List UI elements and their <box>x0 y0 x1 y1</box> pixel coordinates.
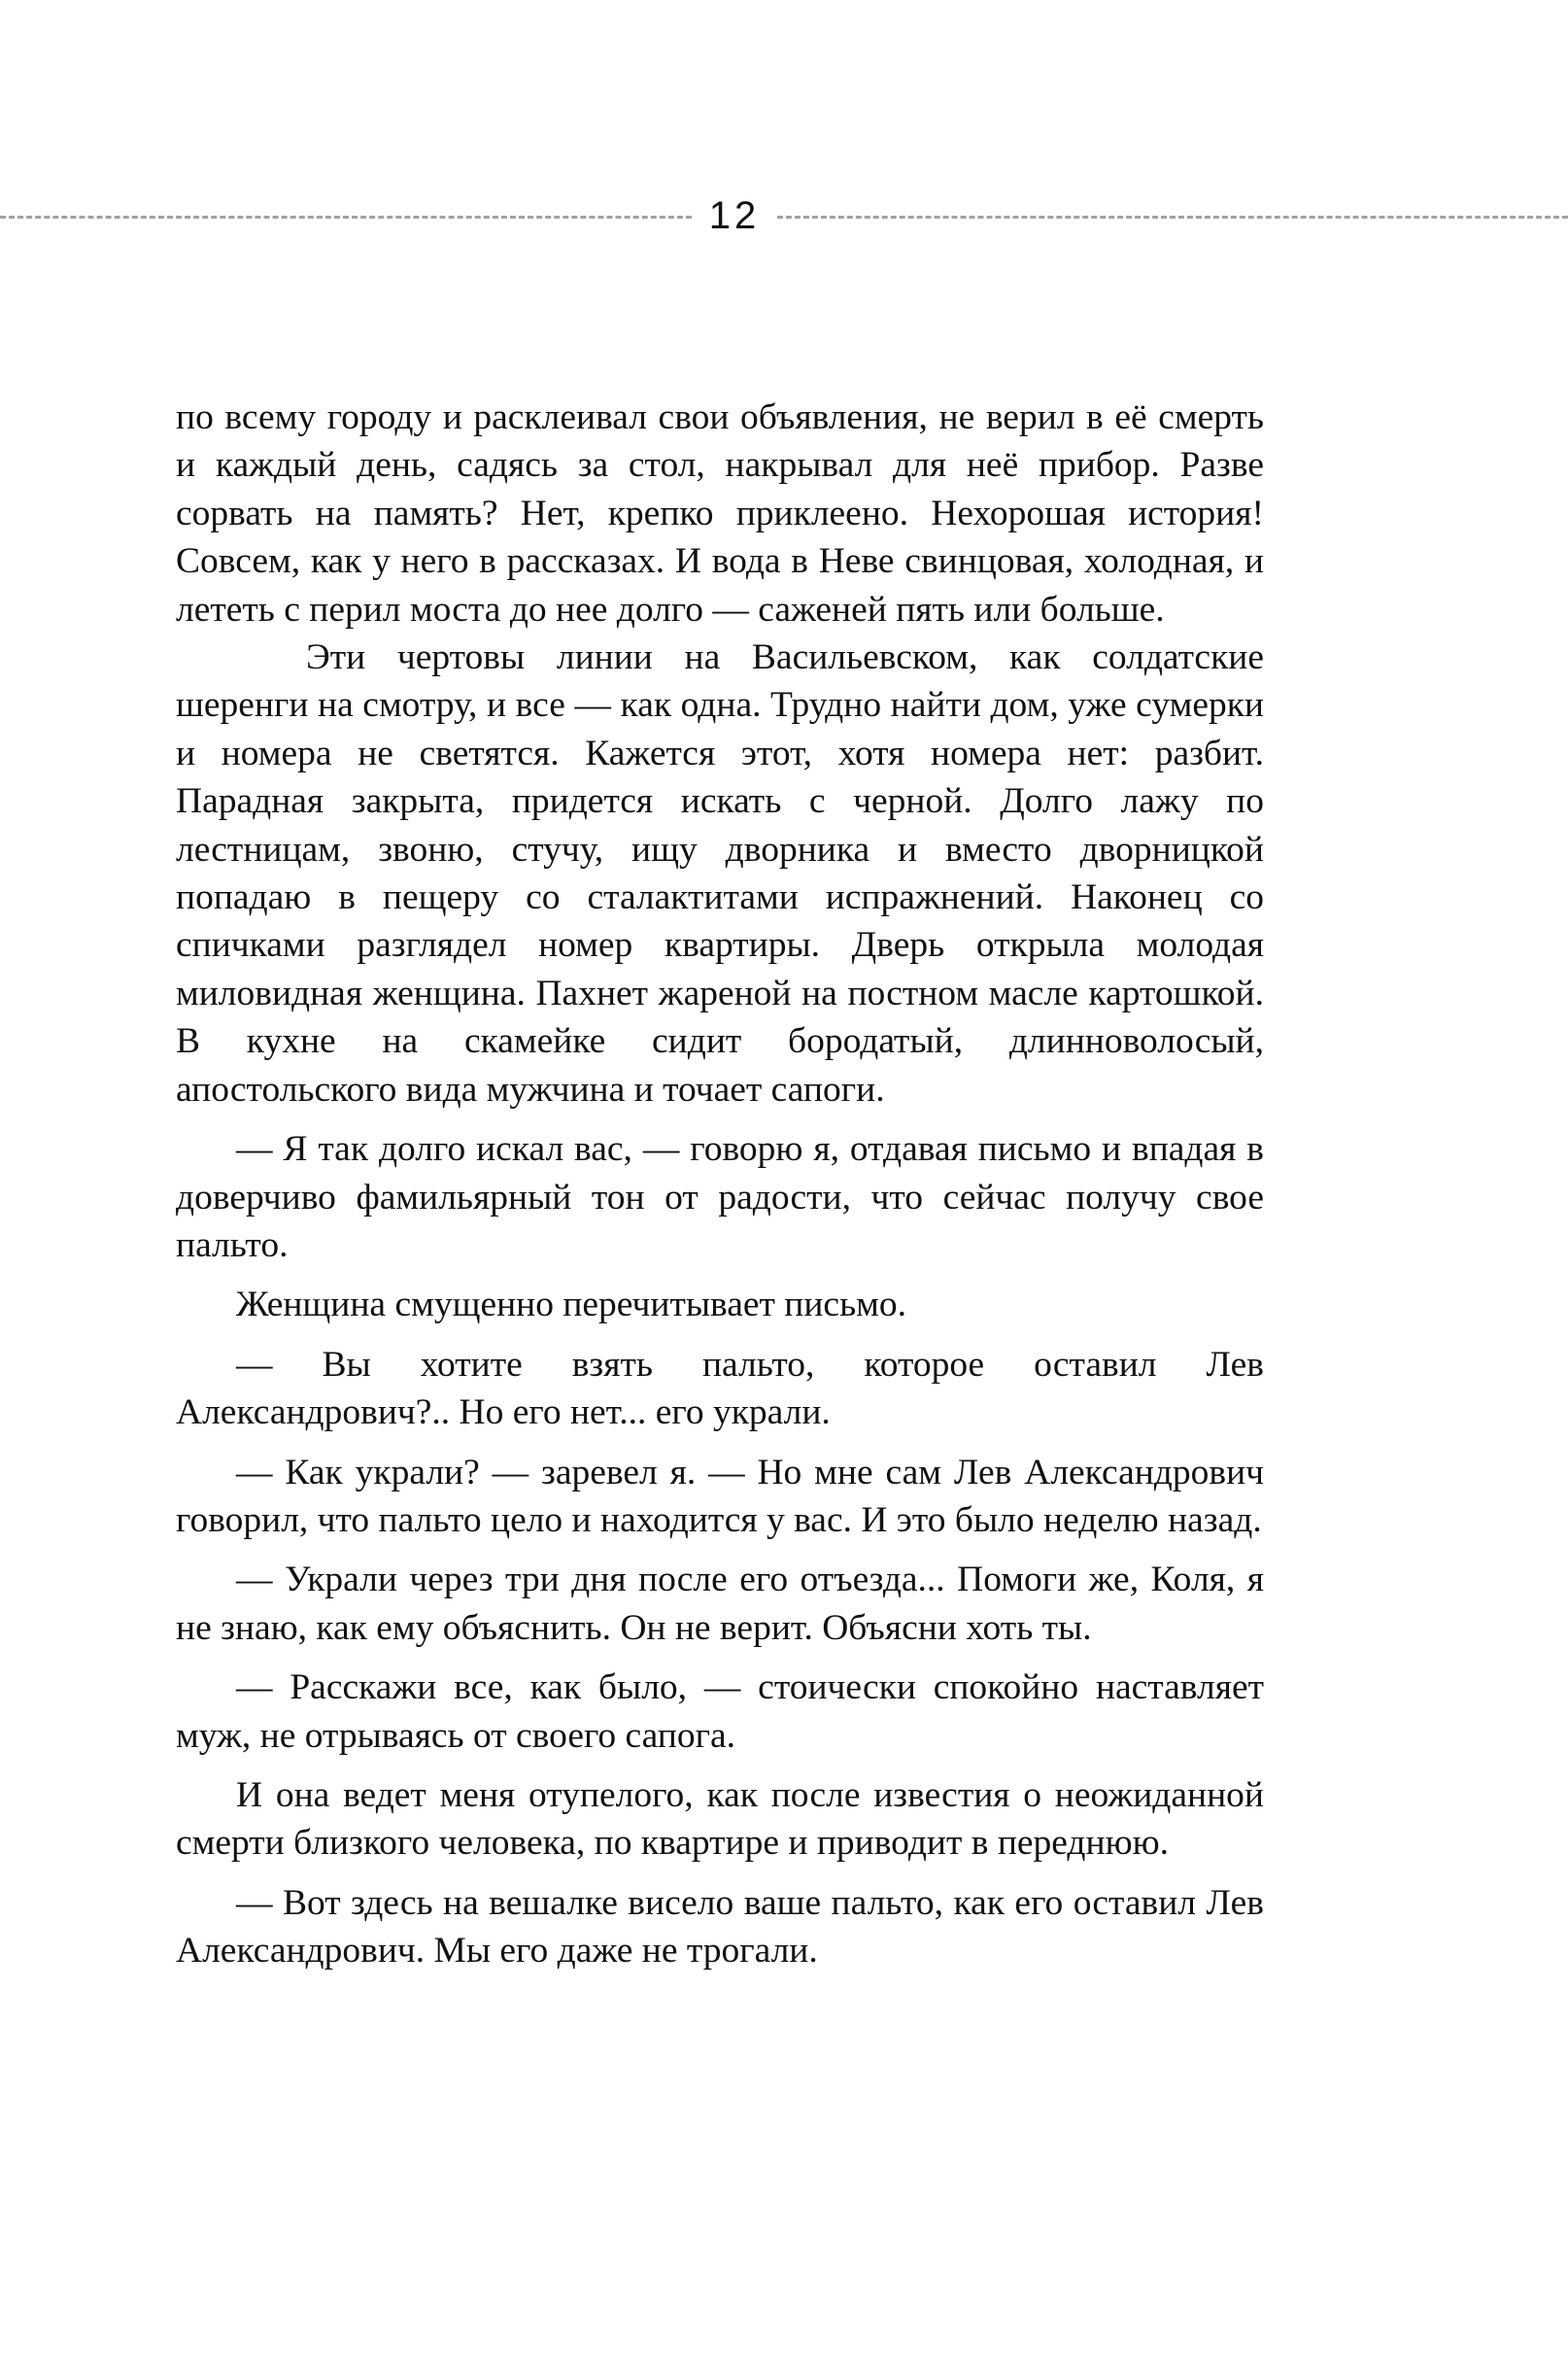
page-header <box>0 190 1568 241</box>
paragraph: — Расскажи все, как было, — стоически спокойно наставляет муж, не отрываясь от своего сапога. <box>176 1667 1264 1756</box>
header-rule-right <box>777 216 1568 219</box>
paragraph: И она ведет меня отупелого, как после известия о неожиданной смерти близкого человека, по квартире и приводит в переднюю. <box>176 1774 1264 1864</box>
header-rule-left <box>0 216 692 219</box>
paragraph: — Я так долго искал вас, — говорю я, отдавая письмо и впадая в доверчиво фамильярный тон от радости, что сейчас получу свое пальто. <box>176 1129 1264 1265</box>
paragraph: — Украли через три дня после его отъезда... Помоги же, Коля, я не знаю, как ему объяснить. Он не верит. Объясни хоть ты. <box>176 1560 1264 1648</box>
paragraph: Женщина смущенно перечитывает письмо. <box>236 1285 907 1325</box>
paragraph: Эти чертовы линии на Васильевском, как солдатские шеренги на смотру, и все — как одна. Трудно найти дом, уже сумерки и номера не светятся. Кажется этот, хотя номера нет: разбит. Парадная закрыта, придется искать с черной. Долго лажу по лестницам, звоню, стучу, ищу дворника и вместо дворницкой попадаю в пещеру со сталактитами испражнений. Наконец со спичками разглядел номер квартиры. Дверь открыла молодая миловидная женщина. Пахнет жареной на постном масле картошкой. В кухне на скамейке сидит бородатый, длинноволосый, апостольского вида мужчина и точает сапоги. <box>176 637 1264 1110</box>
paragraph: — Вот здесь на вешалке висело ваше пальто, как его оставил Лев Александрович. Мы его даже не трогали. <box>176 1882 1264 1972</box>
page-number: 12 <box>708 194 761 237</box>
paragraph: — Вы хотите взять пальто, которое оставил Лев Александрович?.. Но его нет... его украли. <box>176 1344 1264 1433</box>
body-text <box>176 394 1264 1975</box>
paragraph: — Как украли? — заревел я. — Но мне сам Лев Александрович говорил, что пальто цело и находится у вас. И это было неделю назад. <box>176 1452 1264 1540</box>
paragraph-continued: по всему городу и расклеивал свои объявления, не верил в её смерть и каждый день, садясь за стол, накрывал для неё прибор. Разве сорвать на память? Нет, крепко приклеено. Нехорошая история! Совсем, как у него в рассказах. И вода в Неве свинцовая, холодная, и лететь с перил моста до нее долго — саженей пять или больше. <box>176 397 1264 630</box>
